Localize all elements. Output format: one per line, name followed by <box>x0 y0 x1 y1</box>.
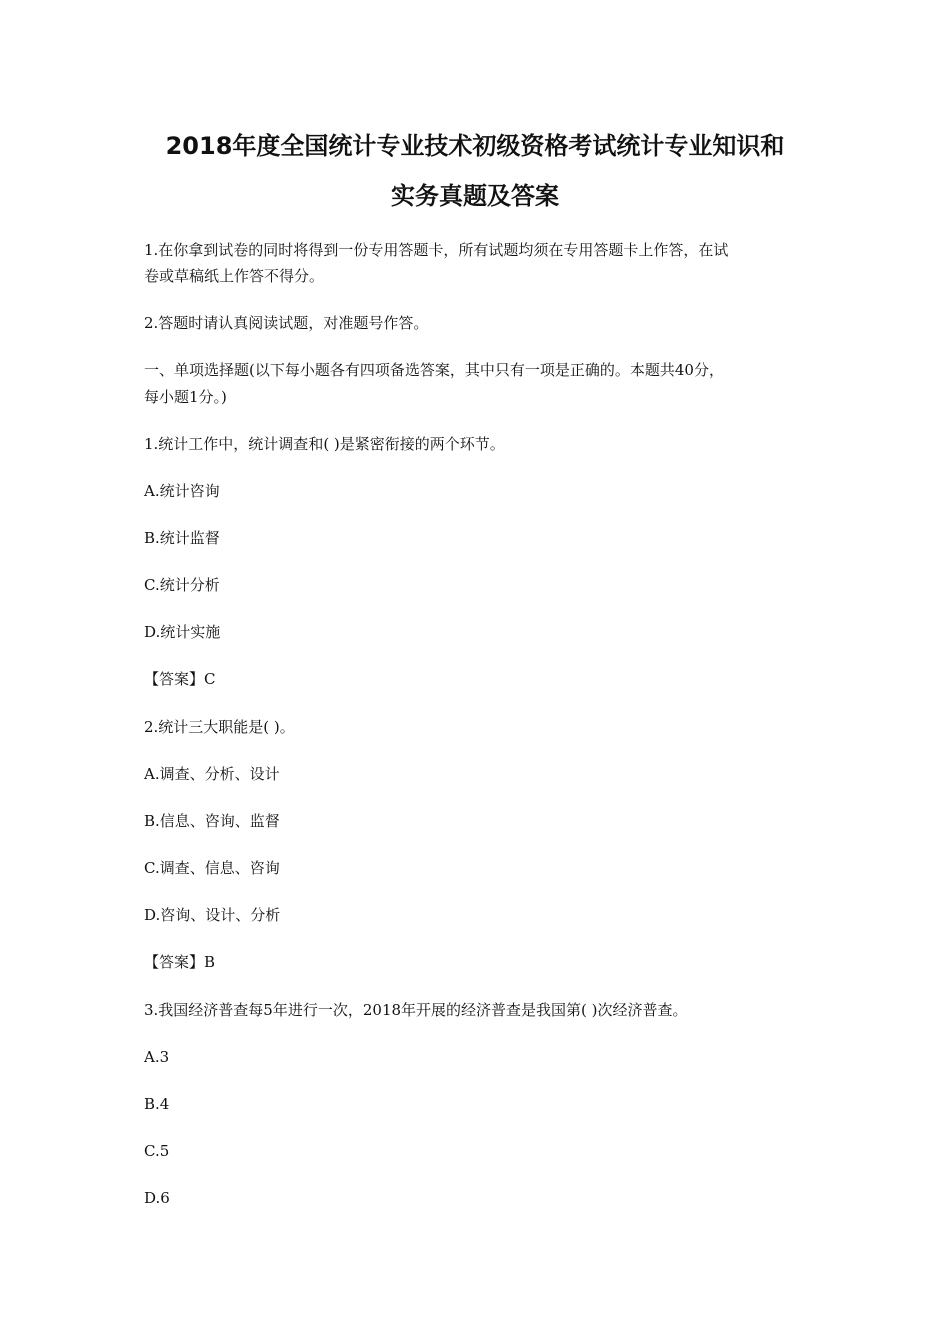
question-2-answer: 【答案】B <box>144 953 216 971</box>
question-2-option-d: D.咨询、设计、分析 <box>144 906 281 924</box>
question-3-option-d: D.6 <box>144 1189 170 1207</box>
question-2-stem: 2.统计三大职能是( )。 <box>144 718 295 736</box>
question-3-option-c: C.5 <box>144 1142 170 1160</box>
instruction-2: 2.答题时请认真阅读试题，对准题号作答。 <box>144 314 429 332</box>
question-2-option-c: C.调查、信息、咨询 <box>144 859 280 877</box>
question-2-option-b: B.信息、咨询、监督 <box>144 812 280 830</box>
document-title-line-2: 实务真题及答案 <box>391 182 559 210</box>
question-1-option-d: D.统计实施 <box>144 623 221 641</box>
instruction-1-line-2: 卷或草稿纸上作答不得分。 <box>144 267 325 285</box>
instruction-1-line-1: 1.在你拿到试卷的同时将得到一份专用答题卡，所有试题均须在专用答题卡上作答，在试 <box>144 241 729 259</box>
section-heading-line-2: 每小题1分。) <box>144 388 227 406</box>
question-2-option-a: A.调查、分析、设计 <box>144 765 280 783</box>
question-1-answer: 【答案】C <box>144 670 216 688</box>
document-title-line-1: 2018年度全国统计专业技术初级资格考试统计专业知识和 <box>165 132 785 160</box>
question-1-option-a: A.统计咨询 <box>144 482 220 500</box>
question-3-option-a: A.3 <box>144 1048 170 1066</box>
question-1-option-c: C.统计分析 <box>144 576 220 594</box>
section-heading-line-1: 一、单项选择题(以下每小题各有四项备选答案，其中只有一项是正确的。本题共40分， <box>144 361 724 379</box>
question-3-stem: 3.我国经济普查每5年进行一次，2018年开展的经济普查是我国第( )次经济普查。 <box>144 1001 688 1019</box>
question-3-option-b: B.4 <box>144 1095 170 1113</box>
question-1-stem: 1.统计工作中，统计调查和( )是紧密衔接的两个环节。 <box>144 435 505 453</box>
question-1-option-b: B.统计监督 <box>144 529 220 547</box>
